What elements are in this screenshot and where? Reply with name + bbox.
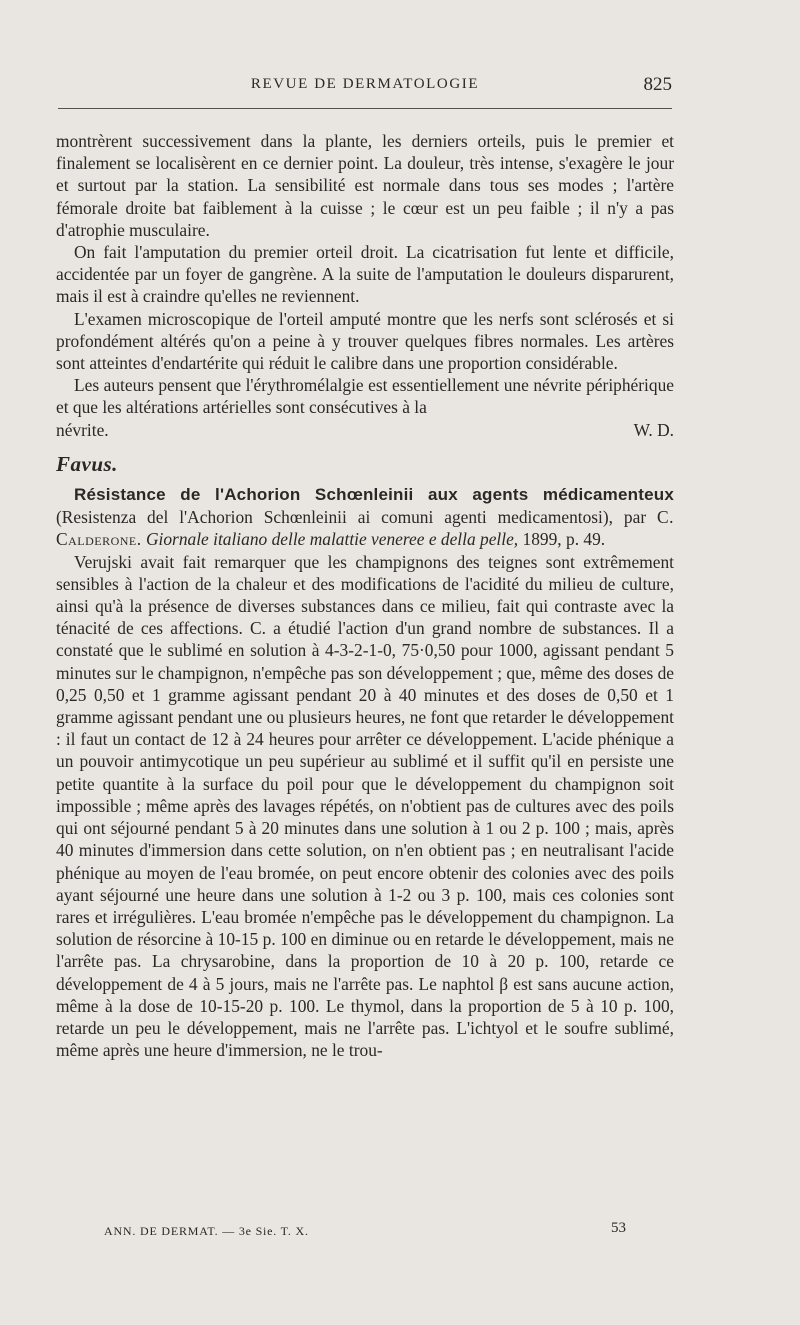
continuation-paragraph-4: Les auteurs pensent que l'érythromélalgie est essentiellement une névrite périphérique et que les altérations artérielles sont consécutives à la	[56, 375, 674, 418]
footer-signature: ANN. DE DERMAT. — 3e Sie. T. X.	[104, 1224, 309, 1238]
continuation-paragraph-1: montrèrent successivement dans la plante, les derniers orteils, puis le premier et finalement se localisèrent en ce dernier point. La douleur, très intense, s'exagère le jour et surtout par la station. La sensibilité est normale dans tous ses modes ; l'artère fémorale droite bat faiblement à la cuisse ; le cœur est un peu faible ; il n'y a pas d'atrophie musculaire.	[56, 131, 674, 240]
header-rule	[58, 108, 672, 109]
paragraph-end-word: névrite.	[56, 419, 109, 440]
review-signature: W. D.	[633, 419, 674, 440]
article-author: C. Calderone.	[56, 507, 674, 550]
article-title: Résistance de l'Achorion Schœnleinii aux agents médicamenteux	[74, 485, 674, 505]
signature-line	[56, 419, 674, 441]
article-body: Verujski avait fait remarquer que les champignons des teignes sont extrêmement sensibles à l'action de la chaleur et des modifications de l'acidité du milieu de culture, ainsi qu'à la présence de diverses substances dans ce milieu, fait qui contraste avec la ténacité de ces affections. C. a étudié l'action d'un grand nombre de substances. Il a constaté que le sublimé en solution à 4-3-2-1-0, 75·0,50 pour 1000, agissant pendant 5 minutes sur le champignon, n'empêche pas son développement ; que, même des doses de 0,25 0,50 et 1 gramme agissant pendant 20 à 40 minutes et des doses de 0,50 et 1 gramme agissant pendant une ou plusieurs heures, ne font que retarder le développement : il faut un contact de 12 à 24 heures pour arrêter ce développement. L'acide phénique a un pouvoir antimycotique un peu supérieur au sublimé et il suffit qu'il en persiste une petite quantite à la surface du poil pour que le développement du champignon soit impossible ; même après des lavages répétés, on n'obtient pas de cultures avec des poils qui ont séjourné pendant 5 à 20 minutes dans une solution à 1 ou 2 p. 100 ; mais, après 40 minutes d'immersion dans cette solution, on n'en obtient pas ; en neutralisant l'acide phénique au moyen de l'eau bromée, on peut encore obtenir des colonies avec des poils ayant séjourné une heure dans une solution à 1-2 ou 3 p. 100, mais ces colonies sont rares et irrégulières. L'eau bromée n'empêche pas le développement du champignon. La solution de résorcine à 10-15 p. 100 en diminue ou en retarde le développement, mais ne l'arrête pas. La chrysarobine, dans la proportion de 10 à 20 p. 100, retarde ce développement de 4 à 5 jours, mais ne l'arrête pas. Le naphtol β est sans aucune action, même à la dose de 10-15-20 p. 100. Le thymol, dans la proportion de 5 à 10 p. 100, retarde un peu le développement, mais ne l'arrête pas. L'ichtyol et le soufre sublimé, même après une heure d'immersion, ne le trou-	[56, 551, 674, 1061]
running-title: REVUE DE DERMATOLOGIE	[250, 76, 480, 92]
page-header	[58, 76, 672, 100]
continuation-paragraph-3: L'examen microscopique de l'orteil amputé montre que les nerfs sont sclérosés et si profondément altérés qu'on a peine à y trouver quelques fibres normales. Les artères sont atteintes d'endartérite qui réduit le calibre dans une proportion considérable.	[56, 308, 674, 374]
signature-number: 53	[611, 1220, 626, 1236]
article-citation	[56, 483, 674, 551]
continuation-paragraph-2: On fait l'amputation du premier orteil droit. La cicatrisation fut lente et difficile, accidentée par un foyer de gangrène. A la suite de l'amputation le douleurs disparurent, mais il est à craindre qu'elles ne reviennent.	[56, 242, 674, 307]
article-italian-title: (Resistenza del l'Achorion Schœnleinii ai comuni agenti medicamentosi), par	[56, 507, 647, 528]
section-heading: Favus.	[56, 451, 118, 476]
page-footer	[104, 1220, 626, 1239]
page-number: 825	[643, 74, 672, 95]
citation-details: 1899, p. 49.	[522, 529, 606, 550]
page-body	[56, 130, 674, 1061]
journal-name: Giornale italiano delle malattie veneree e della pelle,	[145, 529, 519, 550]
